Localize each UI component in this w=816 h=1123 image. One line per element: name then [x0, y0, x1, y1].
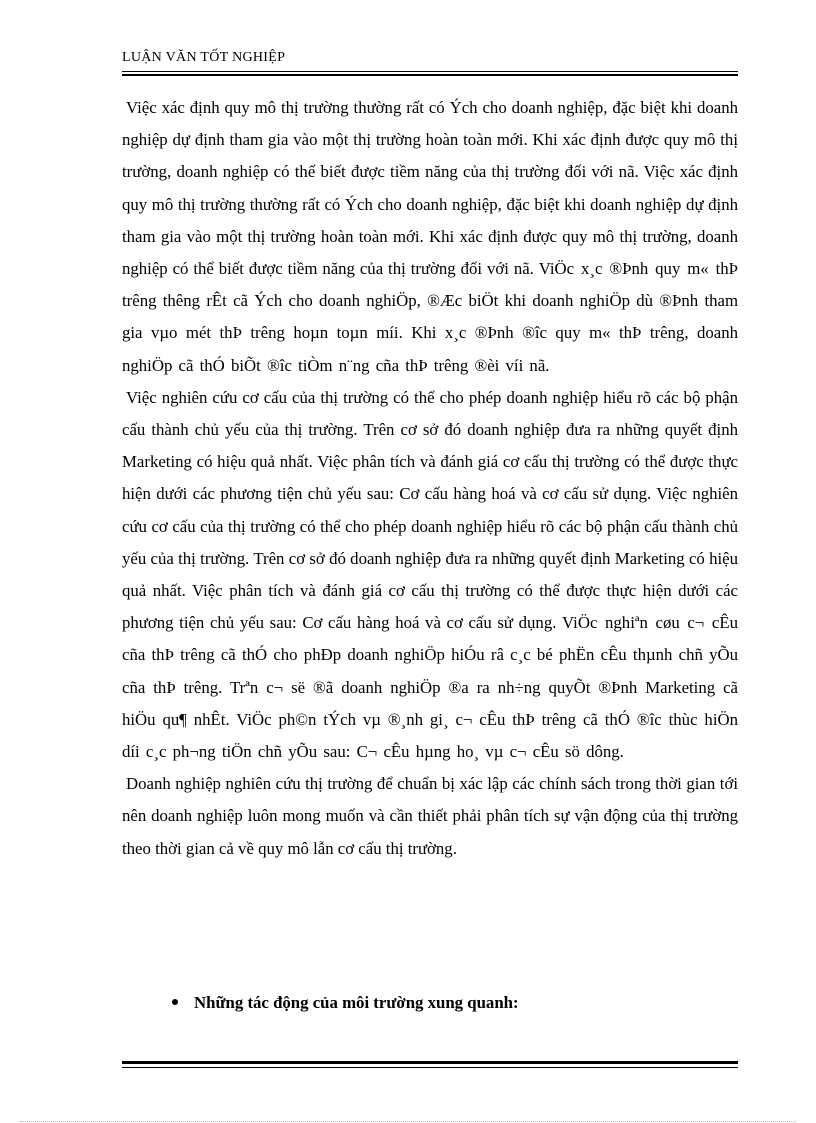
paragraph-market-size	[122, 92, 738, 382]
paragraph-market-structure-garbled: ViÖc nghiªn cøu c¬ cÊu cña thÞ trêng cã thÓ cho phÐp doanh nghiÖp hiÓu râ c¸c bé phËn cÊu thµnh chñ yÕu cña thÞ trêng. Trªn c¬ së ®ã doanh nghiÖp ®a ra nh÷ng quyÕt ®Þnh Marketing cã hiÖu qu¶ nhÊt. ViÖc ph©n tÝch vµ ®¸nh gi¸ c¬ cÊu thÞ trêng cã thÓ ®îc thùc hiÖn díi c¸c ph¬ng tiÖn chñ yÕu sau: C¬ cÊu hµng ho¸ vµ c¬ cÊu sö dông.	[122, 613, 738, 762]
bullet-icon	[172, 999, 178, 1005]
page-bottom-edge	[20, 1121, 796, 1122]
page-header-title: LUẬN VĂN TỐT NGHIỆP	[122, 50, 286, 65]
paragraph-market-dynamics: Doanh nghiệp nghiên cứu thị trường để chuẩn bị xác lập các chính sách trong thời gian tới nên doanh nghiệp luôn mong muốn và cần thiết phải phân tích sự vận động của thị trường theo thời gian cả về quy mô lẫn cơ cấu thị trường.	[122, 774, 738, 858]
bullet-heading-text: Những tác động của môi trường xung quanh:	[194, 993, 519, 1012]
header-divider-thick	[122, 74, 738, 76]
paragraph-market-size-text: Việc xác định quy mô thị trường thường rất có Ých cho doanh nghiệp, đặc biệt khi doanh nghiệp dự định tham gia vào một thị trường hoàn toàn mới. Khi xác định được quy mô thị trường, doanh nghiệp có thể biết được tiềm năng của thị trường đối với nã. Việc xác định quy mô thị trường thường rất có Ých cho doanh nghiệp, đặc biệt khi doanh nghiệp dự định tham gia vào một thị trường hoàn toàn mới. Khi xác định được quy mô thị trường, doanh nghiệp có thể biết được tiềm năng của thị trường đối với nã.	[122, 98, 738, 279]
header-divider-thin	[122, 71, 738, 72]
footer-divider-thin	[122, 1067, 738, 1068]
footer-divider-thick	[122, 1061, 738, 1064]
paragraph-market-structure-text: Việc nghiên cứu cơ cấu của thị trường có thể cho phép doanh nghiệp hiểu rõ các bộ phận cấu thành chủ yếu của thị trường. Trên cơ sở đó doanh nghiệp đưa ra những quyết định Marketing có hiệu quả nhất. Việc phân tích và đánh giá cơ cấu thị trường có thể được thực hiện dưới các phương tiện chủ yếu sau: Cơ cấu hàng hoá và cơ cấu sử dụng. Việc nghiên cứu cơ cấu của thị trường có thể cho phép doanh nghiệp hiểu rõ các bộ phận cấu thành chủ yếu của thị trường. Trên cơ sở đó doanh nghiệp đưa ra những quyết định Marketing có hiệu quả nhất. Việc phân tích và đánh giá cơ cấu thị trường có thể được thực hiện dưới các phương tiện chủ yếu sau: Cơ cấu hàng hoá và cơ cấu sử dụng.	[122, 387, 738, 633]
bullet-item-environment	[172, 988, 738, 1018]
paragraph-market-size-garbled: ViÖc x¸c ®Þnh quy m« thÞ trêng thêng rÊt cã Ých cho doanh nghiÖp, ®Æc biÖt khi doanh nghiÖp dù ®Þnh tham gia vµo mét thÞ trêng hoµn toµn míi. Khi x¸c ®Þnh ®îc quy m« thÞ trêng, doanh nghiÖp cã thÓ biÕt ®îc tiÒm n¨ng cña thÞ trêng ®èi víi nã.	[122, 259, 739, 375]
paragraph-market-structure	[122, 382, 738, 768]
document-body	[122, 92, 738, 865]
